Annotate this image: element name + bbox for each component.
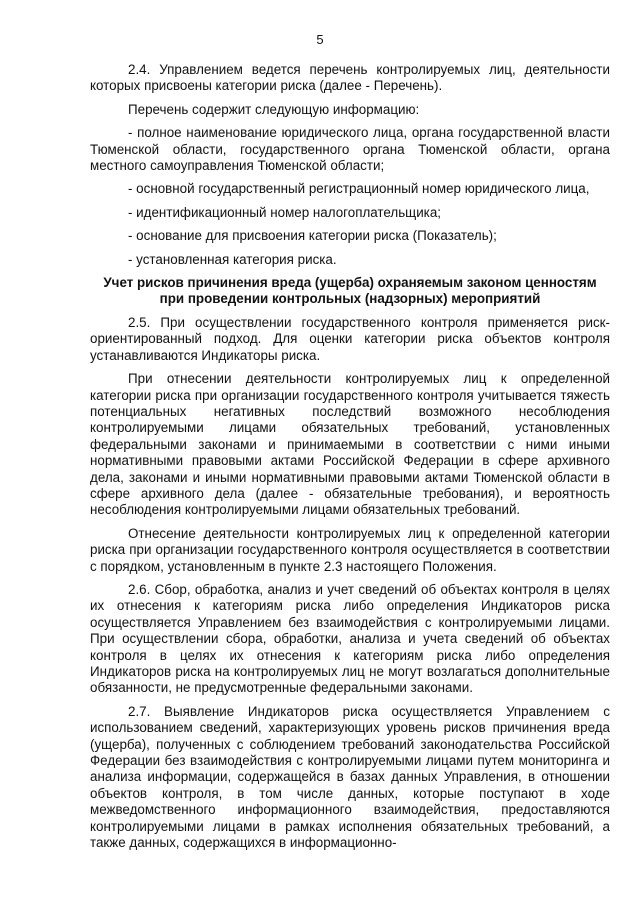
section-heading: Учет рисков причинения вреда (ущерба) охраняемым законом ценностям при проведении контрольных (надзорных) мероприятий bbox=[103, 275, 597, 307]
page-number: 5 bbox=[316, 32, 324, 47]
paragraph-list-intro: Перечень содержит следующую информацию: bbox=[128, 101, 420, 117]
paragraph-2-7: 2.7. Выявление Индикаторов риска осуществляется Управлением с использованием сведений, характеризующих уровень рисков причинения вреда (ущерба), полученных с соблюдением требований законодательства Российской Федерации без взаимодействия с контролируемыми лицами путем мониторинга и анализа информации, содержащейся в базах данных Управления, в отношении объектов контроля, в том числе данных, которые поступают в ходе межведомственного информационного взаимодействия, предоставляются контролируемыми лицами в рамках исполнения обязательных требований, а также данных, содержащихся в информационно- bbox=[90, 703, 610, 851]
paragraph-2-6: 2.6. Сбор, обработка, анализ и учет сведений об объектах контроля в целях их отнесения к категориям риска либо определения Индикаторов риска осуществляется Управлением без взаимодействия с контролируемыми лицами. При осуществлении сбора, обработки, анализа и учета сведений об объектах контроля в целях их отнесения к категориям риска либо определения Индикаторов риска на контролируемых лиц не могут возлагаться дополнительные обязанности, не предусмотренные федеральными законами. bbox=[90, 581, 610, 696]
list-item-category: - установленная категория риска. bbox=[128, 251, 337, 267]
list-item-inn: - идентификационный номер налогоплательщика; bbox=[128, 204, 441, 220]
paragraph-risk-assignment: Отнесение деятельности контролируемых лиц к определенной категории риска при организации государственного контроля осуществляется в соответствии с порядком, установленным в пункте 2.3 настоящего Положения. bbox=[90, 525, 610, 574]
document-body bbox=[90, 62, 610, 851]
paragraph-2-5: 2.5. При осуществлении государственного контроля применяется риск-ориентированный подход. Для оценки категории риска объектов контроля устанавливаются Индикаторы риска. bbox=[90, 314, 610, 363]
paragraph-2-4: 2.4. Управлением ведется перечень контролируемых лиц, деятельности которых присвоены категории риска (далее - Перечень). bbox=[90, 62, 610, 94]
list-item-basis: - основание для присвоения категории риска (Показатель); bbox=[128, 228, 497, 244]
list-item-full-name: - полное наименование юридического лица, органа государственной власти Тюменской области, государственного органа Тюменской области, органа местного самоуправления Тюменской области; bbox=[90, 125, 610, 174]
list-item-ogrn: - основной государственный регистрационный номер юридического лица, bbox=[128, 181, 590, 197]
paragraph-risk-assessment: При отнесении деятельности контролируемых лиц к определенной категории риска при организации государственного контроля учитывается тяжесть потенциальных негативных последствий возможного несоблюдения контролируемыми лицами обязательных требований, установленных федеральными законами и принимаемыми в соответствии с ними иными нормативными правовыми актами Российской Федерации в сфере архивного дела, законами и иными нормативными правовыми актами Тюменской области в сфере архивного дела (далее - обязательные требования), и вероятность несоблюдения контролируемыми лицами обязательных требований. bbox=[90, 371, 610, 518]
